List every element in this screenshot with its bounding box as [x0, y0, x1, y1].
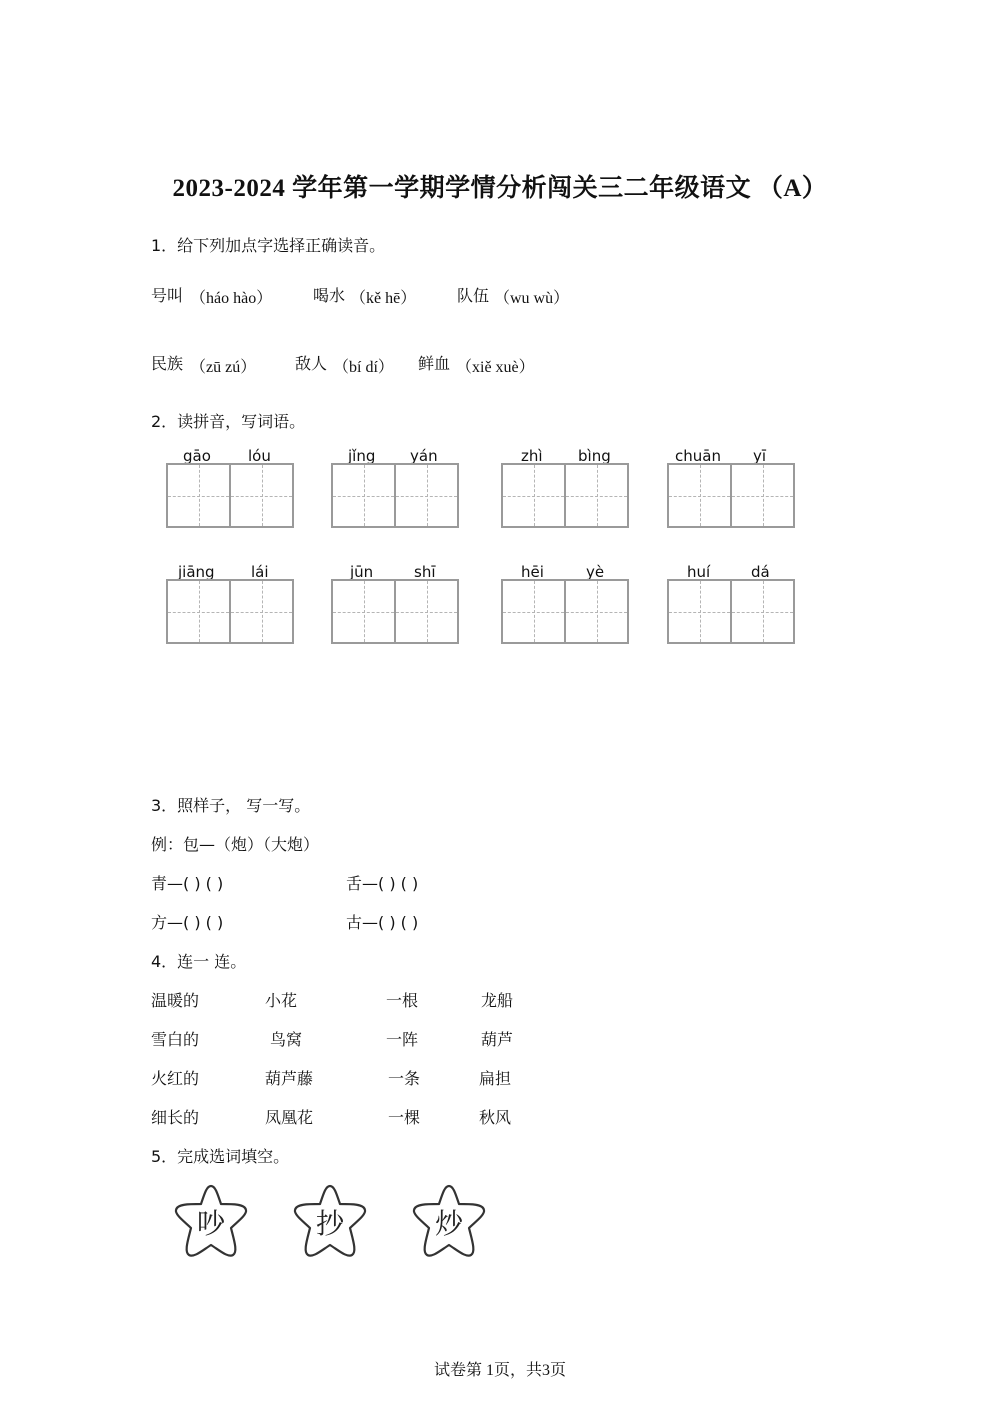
writing-box[interactable] — [231, 463, 294, 528]
writing-box[interactable] — [732, 579, 795, 644]
q1-word: 喝水 — [313, 286, 346, 305]
pinyin-label: dá — [751, 563, 770, 581]
q1-word: 鲜血 — [418, 354, 451, 373]
match-item[interactable]: 一根 — [386, 991, 419, 1010]
star-word-card — [290, 1182, 370, 1262]
q3-fill-item[interactable]: 古—( ) ( ) — [346, 913, 419, 932]
pinyin-label: jiāng — [178, 563, 215, 581]
writing-box[interactable] — [501, 463, 566, 528]
writing-box[interactable] — [166, 579, 231, 644]
q1-pinyin-choice: （wu wù） — [494, 290, 570, 307]
pinyin-label: lóu — [248, 447, 271, 465]
star-character: 吵 — [196, 1207, 225, 1240]
star-word-card — [409, 1182, 489, 1262]
writing-box[interactable] — [331, 463, 396, 528]
pinyin-label: yán — [410, 447, 438, 465]
writing-box[interactable] — [396, 463, 459, 528]
pinyin-label: lái — [251, 563, 269, 581]
pinyin-label: yè — [586, 563, 605, 581]
question-5-prompt: 5．完成选词填空。 — [151, 1147, 290, 1166]
q1-word: 敌人 — [295, 354, 328, 373]
writing-box[interactable] — [566, 463, 629, 528]
pinyin-label: hēi — [521, 563, 544, 581]
star-character: 炒 — [434, 1207, 463, 1240]
match-item[interactable]: 温暖的 — [151, 991, 200, 1010]
match-item[interactable]: 葫芦藤 — [265, 1069, 314, 1088]
match-item[interactable]: 一棵 — [388, 1108, 421, 1127]
writing-box[interactable] — [667, 579, 732, 644]
pinyin-label: zhì — [521, 447, 543, 465]
writing-box[interactable] — [396, 579, 459, 644]
match-item[interactable]: 雪白的 — [151, 1030, 200, 1049]
writing-box[interactable] — [667, 463, 732, 528]
q3-fill-item[interactable]: 青—( ) ( ) — [151, 874, 224, 893]
writing-box[interactable] — [166, 463, 231, 528]
match-item[interactable]: 龙船 — [481, 991, 514, 1010]
q1-word: 号叫 — [151, 286, 184, 305]
q1-word: 队伍 — [457, 286, 490, 305]
match-item[interactable]: 一条 — [388, 1069, 421, 1088]
pinyin-label: shī — [414, 563, 436, 581]
question-3-prompt: 3．照样子， 写一写。 — [151, 796, 311, 815]
writing-box[interactable] — [566, 579, 629, 644]
q1-word: 民族 — [151, 354, 184, 373]
page-title: 2023-2024 学年第一学期学情分析闯关三二年级语文 （A） — [172, 175, 828, 202]
match-item[interactable]: 秋风 — [479, 1108, 512, 1127]
pinyin-label: yī — [753, 447, 767, 465]
pinyin-label: jǐng — [348, 447, 376, 465]
q1-pinyin-choice: （kě hē） — [350, 290, 417, 307]
q3-example: 例：包—（炮）（大炮） — [151, 835, 320, 854]
question-2-prompt: 2．读拼音，写词语。 — [151, 412, 306, 431]
writing-box[interactable] — [732, 463, 795, 528]
q3-fill-item[interactable]: 方—( ) ( ) — [151, 913, 224, 932]
match-item[interactable]: 小花 — [265, 991, 298, 1010]
pinyin-label: chuān — [675, 447, 721, 465]
pinyin-label: bìng — [578, 447, 611, 465]
writing-box[interactable] — [231, 579, 294, 644]
pinyin-label: gāo — [183, 447, 211, 465]
match-item[interactable]: 鸟窝 — [270, 1030, 303, 1049]
question-1-prompt: 1．给下列加点字选择正确读音。 — [151, 236, 386, 255]
q1-pinyin-choice: （zū zú） — [190, 359, 257, 376]
q1-pinyin-choice: （háo hào） — [190, 290, 273, 307]
q1-pinyin-choice: （xiě xuè） — [456, 359, 535, 376]
q1-pinyin-choice: （bí dí） — [333, 359, 394, 376]
match-item[interactable]: 火红的 — [151, 1069, 200, 1088]
match-item[interactable]: 扁担 — [479, 1069, 512, 1088]
pinyin-label: huí — [687, 563, 711, 581]
writing-box[interactable] — [331, 579, 396, 644]
match-item[interactable]: 葫芦 — [481, 1030, 514, 1049]
page-footer: 试卷第 1页，共3页 — [433, 1362, 566, 1379]
question-4-prompt: 4．连一 连。 — [151, 952, 247, 971]
match-item[interactable]: 凤凰花 — [265, 1108, 314, 1127]
q3-fill-item[interactable]: 舌—( ) ( ) — [346, 874, 419, 893]
star-word-card — [171, 1182, 251, 1262]
match-item[interactable]: 细长的 — [151, 1108, 200, 1127]
star-character: 抄 — [315, 1207, 344, 1240]
match-item[interactable]: 一阵 — [386, 1030, 419, 1049]
writing-box[interactable] — [501, 579, 566, 644]
pinyin-label: jūn — [350, 563, 374, 581]
